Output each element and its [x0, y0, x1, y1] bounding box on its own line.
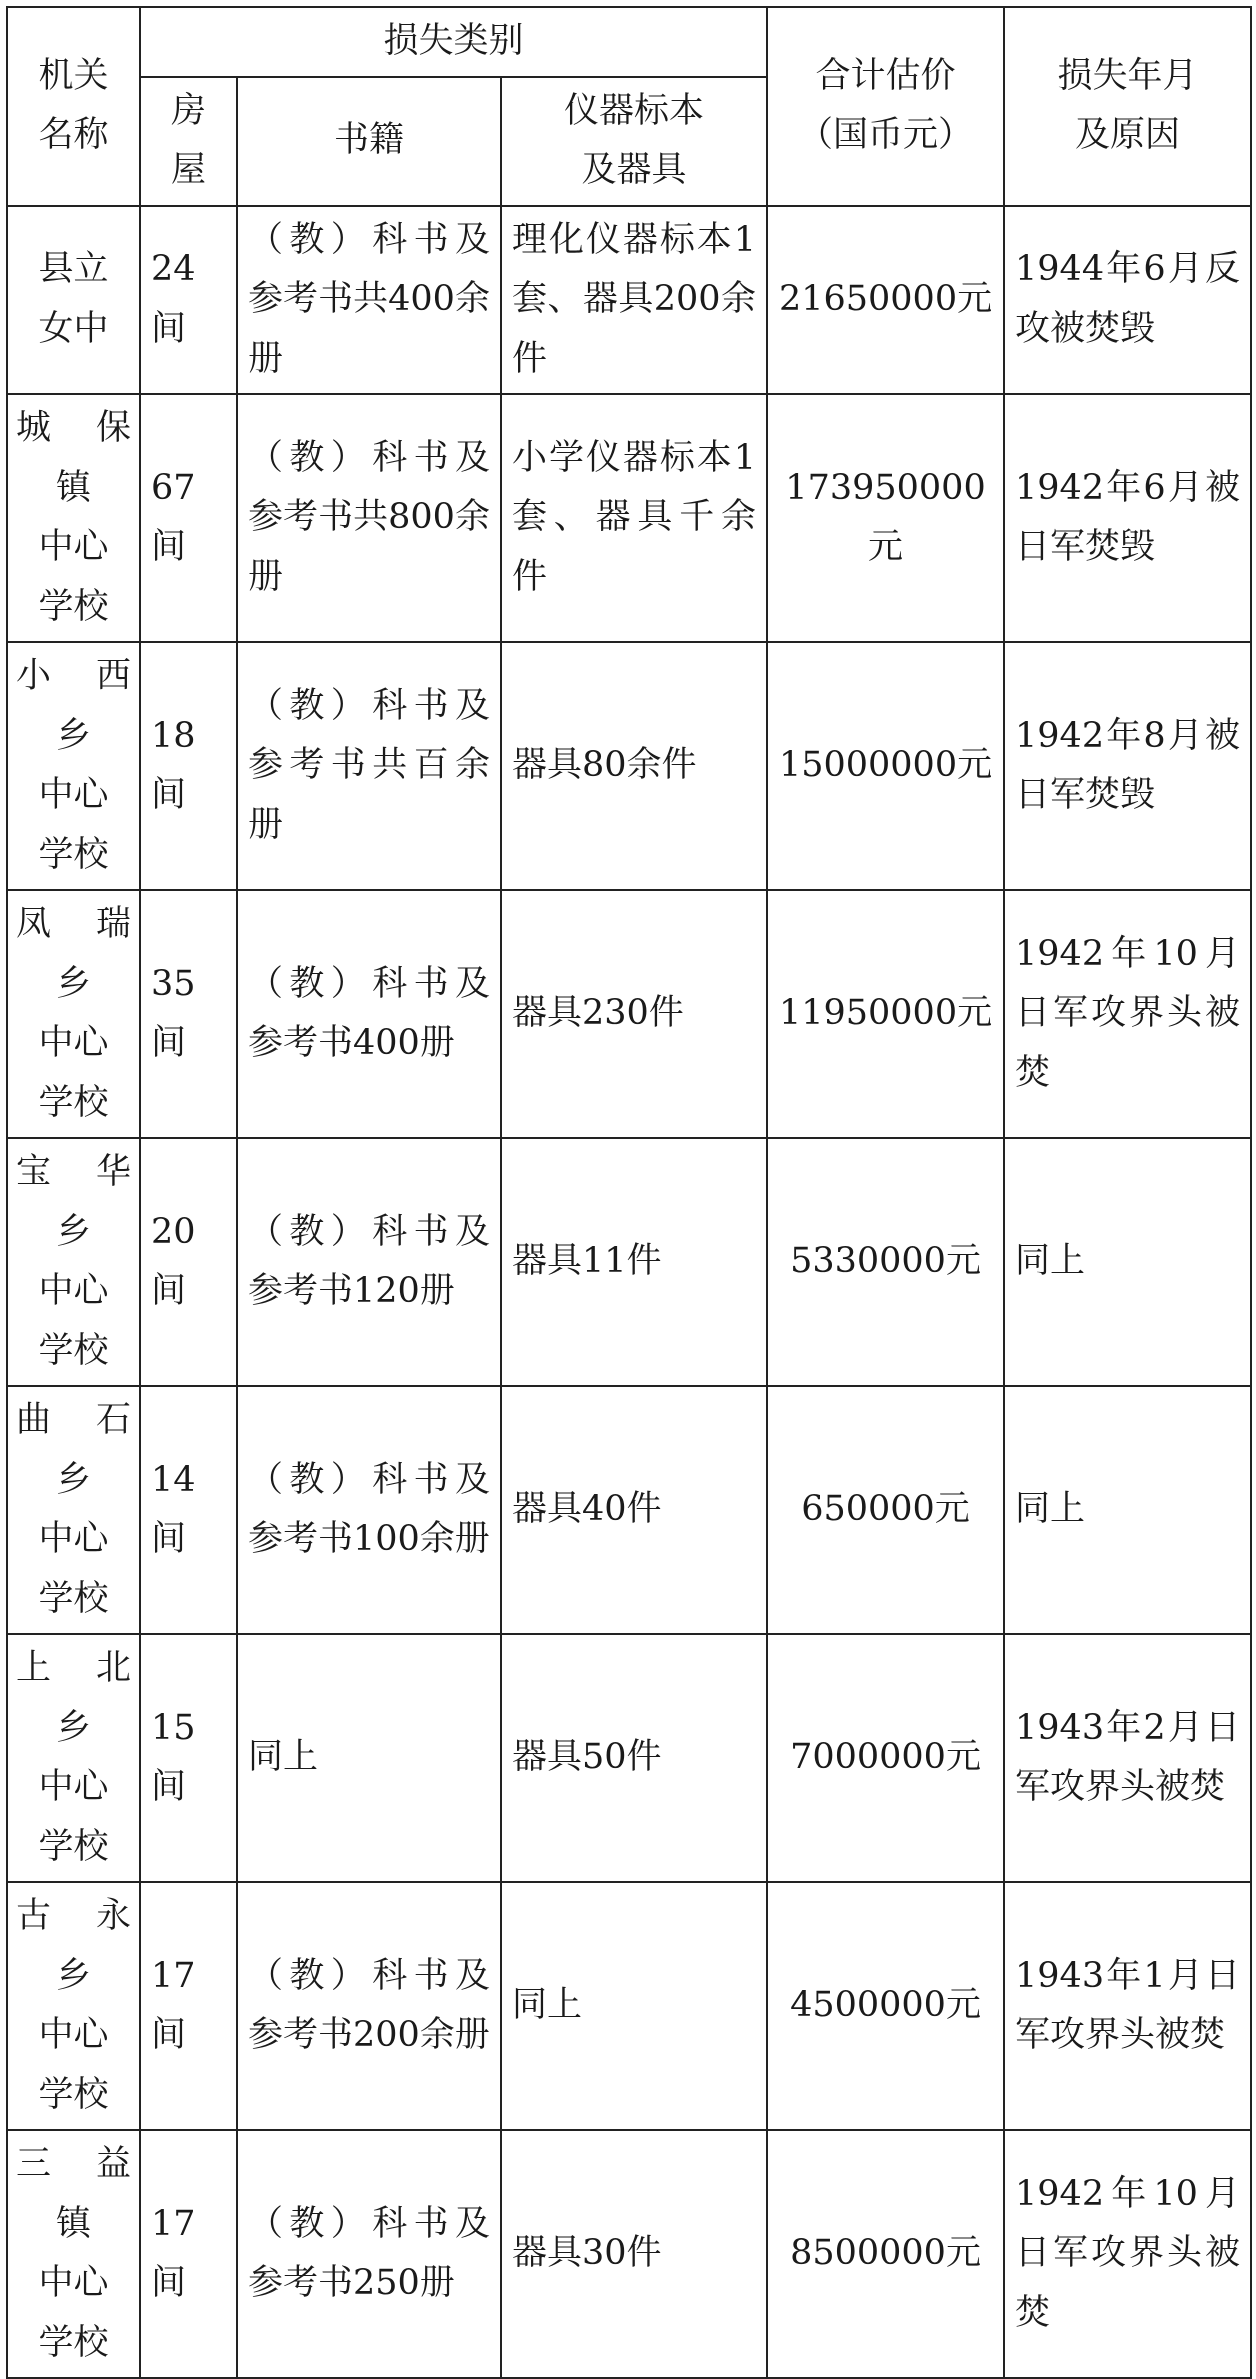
rooms-cell	[140, 1386, 237, 1634]
instruments-cell: 同上	[501, 1882, 767, 2130]
rooms-unit: 间	[151, 2015, 187, 2055]
header-instruments: 仪器标本 及器具	[501, 77, 767, 206]
rooms-count: 18	[151, 715, 196, 756]
rooms-cell	[140, 642, 237, 890]
institution-line: 女中	[38, 308, 109, 349]
rooms-unit: 间	[151, 1519, 187, 1559]
total-cell: 8500000元	[767, 2130, 1004, 2378]
institution-cell	[7, 890, 140, 1138]
rooms-count: 67	[151, 467, 196, 508]
instruments-cell: 器具50件	[501, 1634, 767, 1882]
rooms-unit: 间	[151, 1023, 187, 1063]
institution-line: 学校	[38, 2074, 109, 2115]
institution-cell	[7, 1634, 140, 1882]
table-body	[7, 7, 1251, 2378]
institution-line: 学校	[38, 834, 109, 875]
institution-line: 中心	[38, 1767, 109, 1807]
institution-char: 华	[95, 1152, 131, 1192]
institution-cell	[7, 1386, 140, 1634]
header-books: 书籍	[237, 77, 501, 206]
rooms-cell	[140, 1138, 237, 1386]
institution-char: 古	[16, 1896, 52, 1936]
books-cell: （教）科书及参考书共百余册	[237, 642, 501, 890]
books-cell: （教）科书及参考书共800余册	[237, 394, 501, 642]
total-cell: 5330000元	[767, 1138, 1004, 1386]
institution-line: 中心	[38, 1023, 109, 1063]
rooms-count: 35	[151, 963, 196, 1004]
date-cause-cell: 1942年10月日军攻界头被焚	[1004, 2130, 1251, 2378]
books-cell: （教）科书及参考书100余册	[237, 1386, 501, 1634]
instruments-cell: 小学仪器标本1套、器具千余件	[501, 394, 767, 642]
instruments-cell: 器具30件	[501, 2130, 767, 2378]
table-row	[7, 2130, 1251, 2378]
institution-line: 学校	[38, 586, 109, 627]
institution-char: 益	[95, 2144, 131, 2184]
institution-cell	[7, 1138, 140, 1386]
instruments-cell: 理化仪器标本1套、器具200余件	[501, 206, 767, 395]
institution-line: 学校	[38, 1826, 109, 1867]
rooms-count: 15	[151, 1707, 196, 1748]
header-loss-category: 损失类别	[140, 7, 767, 77]
institution-cell	[7, 1882, 140, 2130]
institution-cell	[7, 394, 140, 642]
institution-char: 瑞	[95, 904, 131, 944]
rooms-cell	[140, 1634, 237, 1882]
institution-char: 县立	[38, 249, 109, 290]
table-row	[7, 642, 1251, 890]
books-cell: （教）科书及参考书250册	[237, 2130, 501, 2378]
books-cell: 同上	[237, 1634, 501, 1882]
institution-line: 中心	[38, 1519, 109, 1559]
rooms-cell	[140, 206, 237, 395]
institution-line: 学校	[38, 1082, 109, 1123]
institution-line: 乡	[55, 715, 91, 756]
rooms-unit: 间	[151, 308, 187, 349]
institution-char: 石	[95, 1400, 131, 1440]
rooms-cell	[140, 1882, 237, 2130]
institution-line: 镇	[55, 467, 91, 508]
date-cause-cell: 1942年8月被日军焚毁	[1004, 642, 1251, 890]
table-row	[7, 206, 1251, 395]
institution-line: 学校	[38, 1330, 109, 1371]
date-cause-cell: 1944年6月反攻被焚毁	[1004, 206, 1251, 395]
rooms-unit: 间	[151, 2263, 187, 2303]
header-rooms: 房 屋	[140, 77, 237, 206]
institution-char: 宝	[16, 1152, 52, 1192]
loss-table	[6, 6, 1252, 2379]
institution-char: 城	[16, 408, 52, 448]
books-cell: （教）科书及参考书共400余册	[237, 206, 501, 395]
institution-char: 西	[95, 656, 131, 696]
institution-cell	[7, 206, 140, 395]
institution-line: 乡	[55, 1459, 91, 1500]
rooms-cell	[140, 394, 237, 642]
date-cause-cell: 1942年6月被日军焚毁	[1004, 394, 1251, 642]
date-cause-cell: 同上	[1004, 1138, 1251, 1386]
institution-char: 永	[95, 1896, 131, 1936]
rooms-cell	[140, 2130, 237, 2378]
total-cell: 4500000元	[767, 1882, 1004, 2130]
books-cell: （教）科书及参考书200余册	[237, 1882, 501, 2130]
institution-char: 曲	[16, 1400, 52, 1440]
rooms-count: 24	[151, 249, 196, 290]
institution-char: 保	[95, 408, 131, 448]
institution-char: 上	[16, 1648, 52, 1688]
institution-line: 学校	[38, 1578, 109, 1619]
total-cell: 21650000元	[767, 206, 1004, 395]
instruments-cell: 器具40件	[501, 1386, 767, 1634]
table-row	[7, 890, 1251, 1138]
total-cell: 650000元	[767, 1386, 1004, 1634]
total-cell: 173950000元	[767, 394, 1004, 642]
rooms-unit: 间	[151, 1767, 187, 1807]
date-cause-cell: 1943年1月日军攻界头被焚	[1004, 1882, 1251, 2130]
table-row	[7, 1138, 1251, 1386]
rooms-unit: 间	[151, 775, 187, 815]
instruments-cell: 器具80余件	[501, 642, 767, 890]
institution-cell	[7, 2130, 140, 2378]
total-cell: 11950000元	[767, 890, 1004, 1138]
table-row	[7, 1882, 1251, 2130]
rooms-count: 17	[151, 1955, 196, 1996]
total-cell: 7000000元	[767, 1634, 1004, 1882]
total-cell: 15000000元	[767, 642, 1004, 890]
books-cell: （教）科书及参考书400册	[237, 890, 501, 1138]
institution-line: 中心	[38, 527, 109, 567]
institution-line: 乡	[55, 1707, 91, 1748]
header-total: 合计估价 （国币元）	[767, 7, 1004, 206]
books-cell: （教）科书及参考书120册	[237, 1138, 501, 1386]
institution-line: 学校	[38, 2322, 109, 2363]
institution-char: 北	[95, 1648, 131, 1688]
rooms-unit: 间	[151, 1271, 187, 1311]
institution-line: 乡	[55, 1955, 91, 1996]
institution-char: 三	[16, 2144, 52, 2184]
header-row-1	[7, 7, 1251, 77]
institution-line: 中心	[38, 2263, 109, 2303]
header-date-cause: 损失年月 及原因	[1004, 7, 1251, 206]
institution-char: 凤	[16, 904, 52, 944]
table-row	[7, 1386, 1251, 1634]
institution-char: 小	[16, 656, 52, 696]
institution-line: 乡	[55, 963, 91, 1004]
institution-line: 中心	[38, 1271, 109, 1311]
date-cause-cell: 1943年2月日军攻界头被焚	[1004, 1634, 1251, 1882]
table-row	[7, 1634, 1251, 1882]
table-row	[7, 394, 1251, 642]
instruments-cell: 器具230件	[501, 890, 767, 1138]
rooms-count: 20	[151, 1211, 196, 1252]
date-cause-cell: 同上	[1004, 1386, 1251, 1634]
date-cause-cell: 1942年10月日军攻界头被焚	[1004, 890, 1251, 1138]
rooms-unit: 间	[151, 527, 187, 567]
rooms-count: 14	[151, 1459, 196, 1500]
institution-line: 中心	[38, 2015, 109, 2055]
rooms-count: 17	[151, 2203, 196, 2244]
rooms-cell	[140, 890, 237, 1138]
institution-line: 中心	[38, 775, 109, 815]
instruments-cell: 器具11件	[501, 1138, 767, 1386]
institution-line: 镇	[55, 2203, 91, 2244]
institution-line: 乡	[55, 1211, 91, 1252]
header-institution: 机关 名称	[7, 7, 140, 206]
institution-cell	[7, 642, 140, 890]
